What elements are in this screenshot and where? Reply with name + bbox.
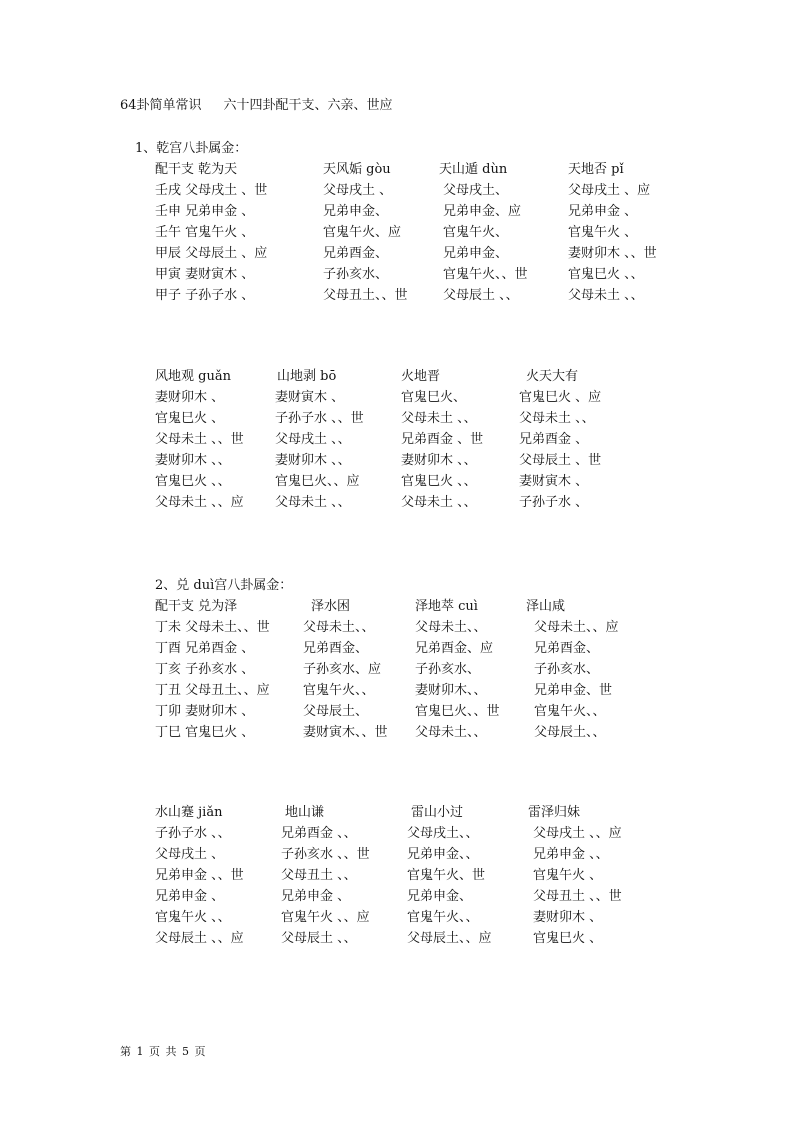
table-cell: 壬午 官鬼午火 、	[155, 225, 255, 240]
table-cell: 天山遁 dùn	[439, 162, 508, 177]
table-cell: 妻财寅木、、世	[303, 725, 388, 740]
table-row	[155, 659, 793, 680]
table-cell: 丁卯 妻财卯木 、	[155, 704, 255, 719]
table-cell: 雷山小过	[411, 805, 464, 820]
table-cell: 兄弟申金、、	[407, 847, 479, 862]
table-cell: 官鬼午火、、	[407, 910, 479, 925]
table-row	[155, 387, 793, 408]
table-cell: 妻财卯木 、、	[155, 453, 231, 468]
table-cell: 妻财卯木 、、世	[568, 246, 657, 261]
doc-subtitle: 六十四卦配干支、六亲、世应	[223, 98, 393, 113]
table-cell: 配干支 兑为泽	[155, 599, 238, 614]
page-title	[120, 95, 393, 116]
table-cell: 兄弟酉金 、、	[281, 826, 357, 841]
table-cell: 官鬼巳火、、世	[415, 704, 500, 719]
table-cell: 地山谦	[285, 805, 325, 820]
table-cell: 父母未土 、、	[401, 495, 477, 510]
table-cell: 父母戌土 、	[155, 847, 225, 862]
table-cell: 妻财寅木 、	[275, 390, 345, 405]
doc-title: 64卦简单常识	[120, 98, 202, 113]
table-cell: 父母辰土 、、	[443, 288, 519, 303]
table-cell: 子孙子水 、、	[155, 826, 231, 841]
section-heading-qian: 1、乾宫八卦属金：	[135, 141, 248, 156]
table-row	[155, 680, 793, 701]
table-row	[155, 492, 793, 513]
table-cell: 子孙亥水、	[323, 267, 389, 282]
table-cell: 天风姤 gòu	[323, 162, 391, 177]
table-row	[155, 159, 793, 180]
table-cell: 泽水困	[311, 599, 351, 614]
table-row	[155, 701, 793, 722]
table-cell: 官鬼午火、、	[303, 683, 375, 698]
table-cell: 风地观 guǎn	[155, 369, 231, 384]
table-cell: 子孙亥水、应	[303, 662, 382, 677]
table-cell: 子孙亥水、	[534, 662, 600, 677]
table-cell: 泽山咸	[526, 599, 566, 614]
table-cell: 官鬼午火、	[443, 225, 509, 240]
table-cell: 壬戌 父母戌土 、世	[155, 183, 268, 198]
table-cell: 兄弟酉金、	[323, 246, 389, 261]
table-cell: 父母辰土、、应	[407, 931, 492, 946]
table-cell: 官鬼午火、、世	[443, 267, 528, 282]
table-cell: 官鬼午火 、	[568, 225, 638, 240]
table-cell: 父母丑土 、、世	[533, 889, 622, 904]
table-cell: 甲寅 妻财寅木 、	[155, 267, 255, 282]
table-cell: 官鬼午火 、、	[155, 910, 231, 925]
table-row	[155, 802, 793, 823]
table-row	[155, 450, 793, 471]
table-cell: 兄弟申金 、、世	[155, 868, 244, 883]
table-cell: 父母戌土、	[443, 183, 509, 198]
table-cell: 子孙子水 、、世	[275, 411, 364, 426]
table-cell: 兄弟申金 、、	[533, 847, 609, 862]
table-cell: 子孙亥水 、、世	[281, 847, 370, 862]
table-cell: 妻财卯木 、	[533, 910, 603, 925]
table-row	[155, 823, 793, 844]
table-cell: 甲子 子孙子水 、	[155, 288, 255, 303]
table-row	[155, 617, 793, 638]
table-cell: 兄弟酉金 、	[519, 432, 589, 447]
table-cell: 兄弟酉金、应	[415, 641, 494, 656]
table-cell: 水山蹇 jiǎn	[155, 805, 223, 820]
table-cell: 丁酉 兄弟酉金 、	[155, 641, 255, 656]
table-row	[155, 366, 793, 387]
section-heading-dui: 2、兑 duì宫八卦属金：	[155, 578, 293, 593]
table-cell: 父母辰土 、、	[281, 931, 357, 946]
table-row	[155, 844, 793, 865]
table-row	[155, 722, 793, 743]
table-cell: 兄弟申金 、	[155, 889, 225, 904]
table-cell: 丁丑 父母丑土、、应	[155, 683, 270, 698]
table-cell: 父母戌土 、、	[275, 432, 351, 447]
table-row	[155, 886, 793, 907]
table-cell: 妻财卯木 、	[155, 390, 225, 405]
table-cell: 配干支 乾为天	[155, 162, 238, 177]
table-row	[155, 429, 793, 450]
table-cell: 父母未土、、	[303, 620, 375, 635]
table-cell: 天地否 pǐ	[568, 162, 624, 177]
table-cell: 父母未土、、	[415, 725, 487, 740]
table-cell: 官鬼午火 、	[533, 868, 603, 883]
table-cell: 子孙亥水、	[415, 662, 481, 677]
table-cell: 丁巳 官鬼巳火 、	[155, 725, 255, 740]
table-row	[155, 243, 793, 264]
table-row	[155, 928, 793, 949]
table-cell: 兄弟酉金 、世	[401, 432, 484, 447]
table-cell: 官鬼巳火 、	[533, 931, 603, 946]
table-cell: 官鬼午火 、、应	[281, 910, 370, 925]
table-cell: 官鬼午火、世	[407, 868, 486, 883]
table-cell: 父母戌土 、应	[568, 183, 651, 198]
table-cell: 泽地萃 cuì	[415, 599, 478, 614]
table-cell: 父母未土 、、	[401, 411, 477, 426]
table-cell: 官鬼巳火 、、	[568, 267, 644, 282]
table-cell: 官鬼巳火 、应	[519, 390, 602, 405]
table-cell: 雷泽归妹	[528, 805, 581, 820]
table-cell: 壬申 兄弟申金 、	[155, 204, 255, 219]
table-cell: 父母辰土、、	[534, 725, 606, 740]
table-cell: 父母辰土 、、应	[155, 931, 244, 946]
table-cell: 父母未土 、、世	[155, 432, 244, 447]
table-cell: 妻财卯木、、	[415, 683, 487, 698]
table-cell: 山地剥 bō	[277, 369, 337, 384]
table-row	[155, 201, 793, 222]
table-cell: 兄弟酉金、	[303, 641, 369, 656]
table-cell: 兄弟申金、应	[443, 204, 522, 219]
table-cell: 子孙子水 、	[519, 495, 589, 510]
table-cell: 妻财寅木 、	[519, 474, 589, 489]
table-cell: 父母未土 、、	[568, 288, 644, 303]
table-cell: 官鬼午火、、	[534, 704, 606, 719]
table-cell: 官鬼巳火 、	[155, 411, 225, 426]
table-row	[155, 638, 793, 659]
table-row	[155, 471, 793, 492]
table-cell: 父母丑土、、世	[323, 288, 408, 303]
table-row	[155, 907, 793, 928]
table-cell: 官鬼午火、应	[323, 225, 402, 240]
table-cell: 兄弟申金 、	[281, 889, 351, 904]
table-cell: 父母丑土 、、	[281, 868, 357, 883]
table-cell: 官鬼巳火 、、	[401, 474, 477, 489]
table-row	[155, 285, 793, 306]
table-row	[155, 865, 793, 886]
table-cell: 父母辰土 、世	[519, 453, 602, 468]
table-row	[155, 408, 793, 429]
table-cell: 父母未土 、、	[275, 495, 351, 510]
table-cell: 甲辰 父母辰土 、应	[155, 246, 268, 261]
table-cell: 妻财卯木 、、	[275, 453, 351, 468]
table-cell: 火天大有	[526, 369, 579, 384]
table-row	[155, 222, 793, 243]
table-cell: 兄弟酉金、	[534, 641, 600, 656]
table-row	[155, 596, 793, 617]
table-cell: 兄弟申金、	[443, 246, 509, 261]
table-cell: 父母戌土 、	[323, 183, 393, 198]
table-cell: 妻财卯木 、、	[401, 453, 477, 468]
table-cell: 兄弟申金、	[407, 889, 473, 904]
table-row	[155, 180, 793, 201]
table-cell: 兄弟申金、世	[534, 683, 613, 698]
table-cell: 官鬼巳火、	[401, 390, 467, 405]
table-row	[155, 264, 793, 285]
table-cell: 父母辰土、	[303, 704, 369, 719]
table-cell: 父母未土 、、应	[155, 495, 244, 510]
table-cell: 父母未土、、	[415, 620, 487, 635]
table-cell: 父母戌土 、、应	[533, 826, 622, 841]
table-cell: 父母戌土、、	[407, 826, 479, 841]
table-cell: 丁未 父母未土、、世	[155, 620, 270, 635]
table-cell: 父母未土 、、	[519, 411, 595, 426]
table-cell: 丁亥 子孙亥水 、	[155, 662, 255, 677]
table-cell: 火地晋	[401, 369, 441, 384]
table-cell: 官鬼巳火 、、	[155, 474, 231, 489]
table-cell: 官鬼巳火、、应	[275, 474, 360, 489]
page-footer: 第 1 页 共 5 页	[120, 1045, 207, 1058]
table-cell: 父母未土、、应	[534, 620, 619, 635]
table-cell: 兄弟申金 、	[568, 204, 638, 219]
table-cell: 兄弟申金、	[323, 204, 389, 219]
